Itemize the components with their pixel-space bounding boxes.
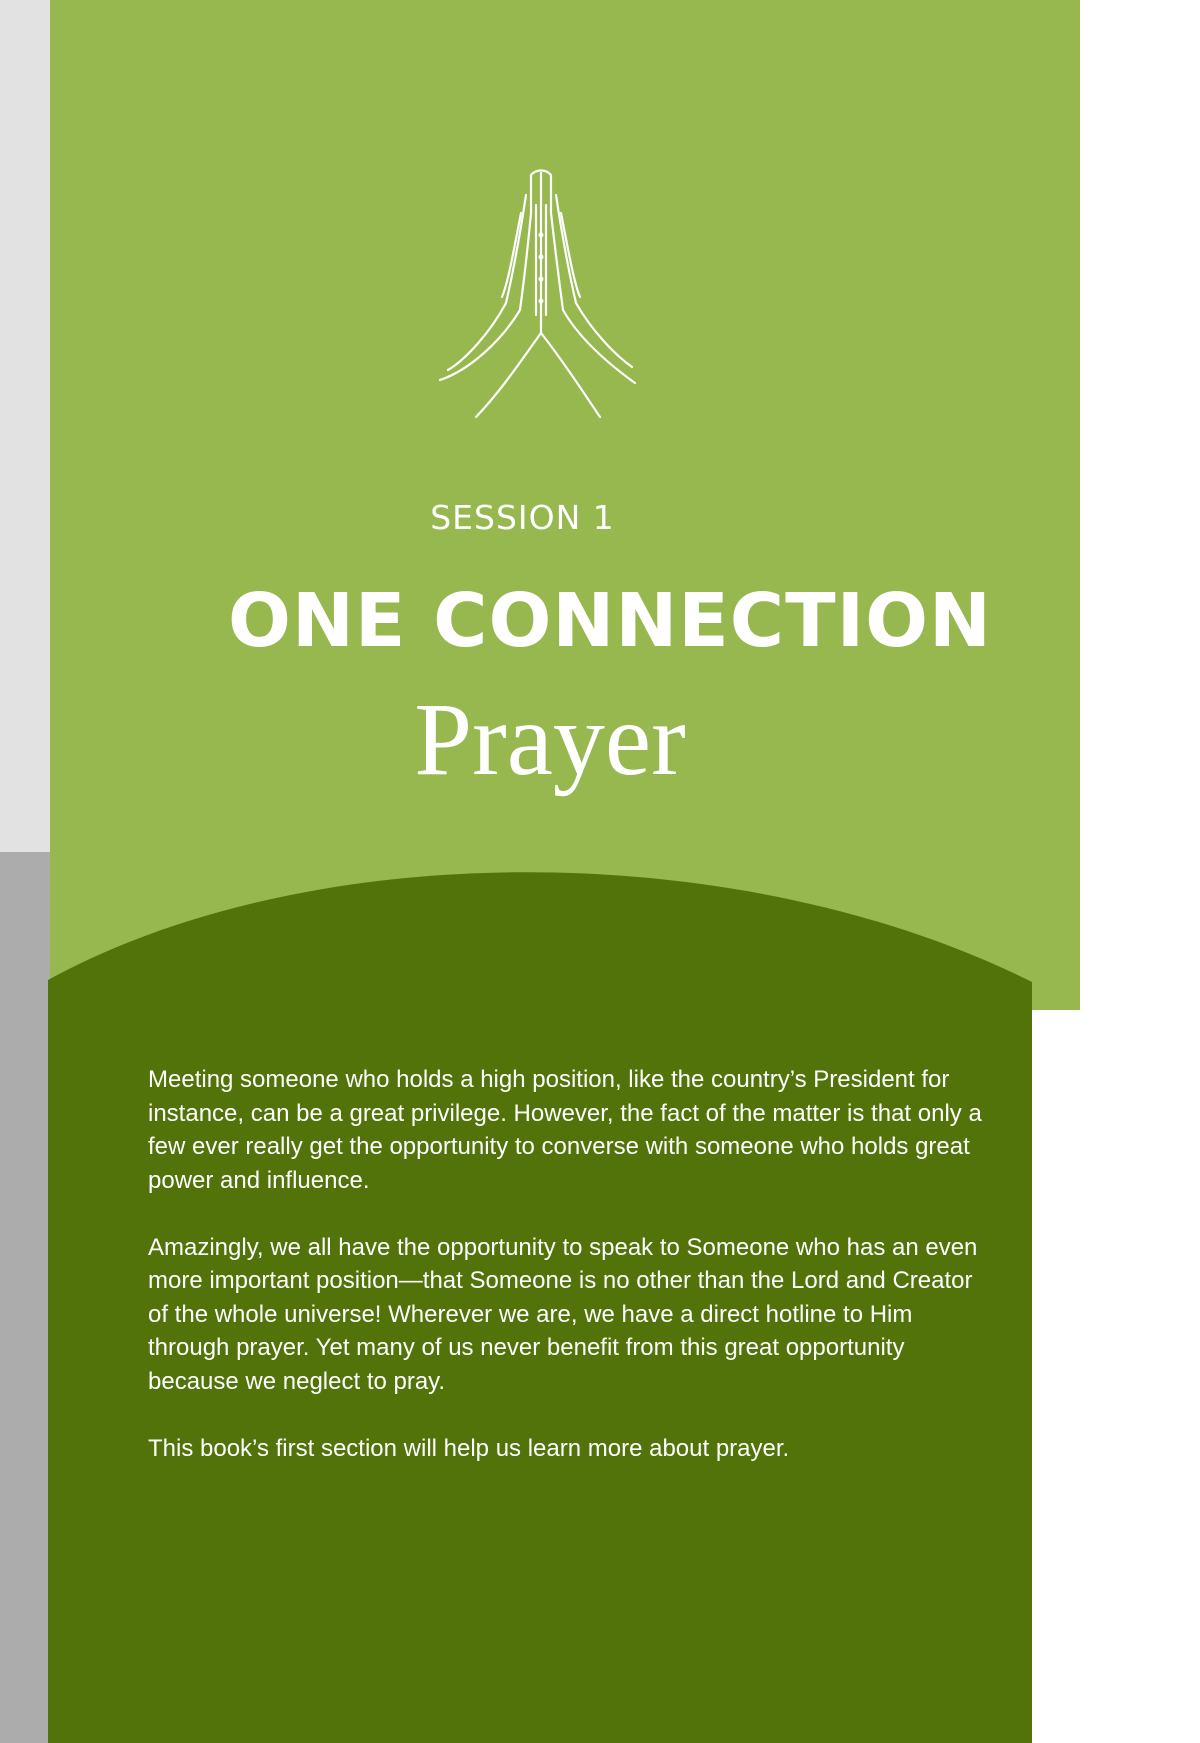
intro-paragraph-2: Amazingly, we all have the opportunity to speak to Someone who has an even more important position—that Someone is no other than the Lord and Creator of the whole universe! Wherever we are, we have a direct hotline to Him through prayer. Yet many of us never benefit from this great opportunity because we neglect to pray.	[148, 1233, 978, 1395]
session-label: SESSION 1	[430, 498, 615, 537]
intro-text	[148, 1063, 998, 1499]
praying-hands-icon	[420, 165, 660, 425]
page-subtitle: Prayer	[414, 682, 686, 797]
intro-paragraph-3: This book’s first section will help us learn more about prayer.	[148, 1434, 790, 1462]
intro-paragraph-1: Meeting someone who holds a high position, like the country’s President for instance, can be a great privilege. However, the fact of the matter is that only a few ever really get the opportunity to converse with someone who holds great power and influence.	[148, 1066, 982, 1194]
page-title: ONE CONNECTION	[228, 578, 992, 664]
